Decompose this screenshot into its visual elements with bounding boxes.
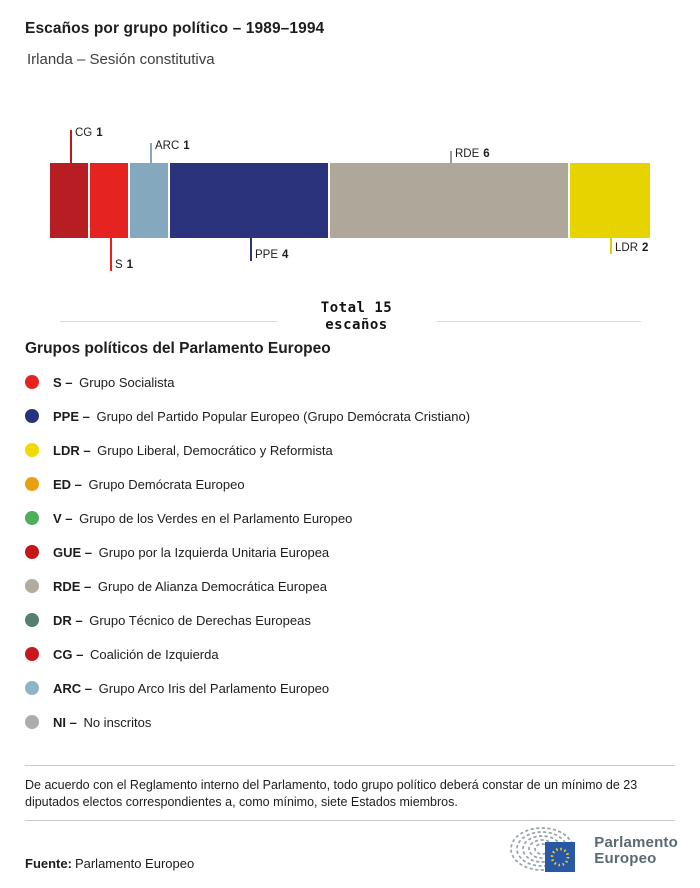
legend-label-dr: DR – Grupo Técnico de Derechas Europeas: [53, 612, 311, 628]
logo-line2: Europeo: [594, 850, 657, 867]
total-rule-left: [60, 321, 277, 322]
legend-label-ni: NI – No inscritos: [53, 714, 152, 730]
callout-tick-cg: [70, 130, 72, 163]
page-subtitle: Irlanda – Sesión constitutiva: [27, 51, 215, 68]
chart-area: [50, 128, 650, 280]
bar-segment-arc: [130, 163, 170, 238]
footnote: De acuerdo con el Reglamento interno del Parlamento, todo grupo político deberá constar de un mínimo de 23 diputados electos correspondientes a, como mínimo, siete Estados miembros.: [25, 778, 638, 809]
callout-label-ldr: LDR 2: [615, 242, 649, 254]
legend-label-gue: GUE – Grupo por la Izquierda Unitaria Europea: [53, 544, 330, 560]
legend-item-rde: [25, 569, 685, 603]
legend-label-ppe: PPE – Grupo del Partido Popular Europeo (Grupo Demócrata Cristiano): [53, 408, 471, 424]
legend-dot-rde-icon: [25, 579, 39, 593]
bar-segment-ldr: [570, 163, 650, 238]
callout-label-arc: ARC 1: [155, 140, 190, 152]
legend-label-arc: ARC – Grupo Arco Iris del Parlamento Europeo: [53, 680, 330, 696]
total-seats-label: [277, 300, 437, 334]
callout-tick-ppe: [250, 238, 252, 261]
legend-item-dr: [25, 603, 685, 637]
legend-dot-ed-icon: [25, 477, 39, 491]
seat-bar: [50, 163, 650, 238]
european-parliament-logo: [509, 826, 678, 876]
total-row: [0, 300, 700, 334]
callout-tick-arc: [150, 143, 152, 163]
legend-label-v: V – Grupo de los Verdes en el Parlamento Europeo: [53, 510, 353, 526]
legend-item-s: [25, 365, 685, 399]
legend-list: [25, 365, 685, 739]
page-title: Escaños por grupo político – 1989–1994: [25, 20, 325, 37]
bar-segment-s: [90, 163, 130, 238]
legend-label-ldr: LDR – Grupo Liberal, Democrático y Reformista: [53, 442, 333, 458]
logo-wordmark: [594, 835, 678, 868]
total-rule-right: [437, 321, 641, 322]
legend-label-rde: RDE – Grupo de Alianza Democrática Europea: [53, 578, 327, 594]
legend-item-gue: [25, 535, 685, 569]
callout-tick-rde: [450, 151, 452, 163]
bar-segment-rde: [330, 163, 570, 238]
divider-bottom: [25, 820, 675, 821]
callout-label-cg: CG 1: [75, 127, 103, 139]
legend-dot-ppe-icon: [25, 409, 39, 423]
source-label: Fuente:: [25, 856, 72, 871]
callout-label-s: S 1: [115, 259, 134, 271]
callout-label-rde: RDE 6: [455, 148, 490, 160]
legend-dot-s-icon: [25, 375, 39, 389]
legend-dot-v-icon: [25, 511, 39, 525]
legend-dot-dr-icon: [25, 613, 39, 627]
callout-tick-s: [110, 238, 112, 271]
bar-segment-ppe: [170, 163, 330, 238]
source-value: Parlamento Europeo: [74, 856, 195, 871]
legend-dot-cg-icon: [25, 647, 39, 661]
legend-dot-gue-icon: [25, 545, 39, 559]
legend-label-cg: CG – Coalición de Izquierda: [53, 646, 219, 662]
legend-item-ed: [25, 467, 685, 501]
legend-label-s: S – Grupo Socialista: [53, 374, 175, 390]
logo-line1: Parlamento: [594, 833, 678, 851]
total-line1: Total 15: [320, 300, 393, 316]
legend-dot-ni-icon: [25, 715, 39, 729]
divider-top: [25, 765, 675, 766]
legend-item-ldr: [25, 433, 685, 467]
legend-item-ni: [25, 705, 685, 739]
legend-item-cg: [25, 637, 685, 671]
legend-dot-ldr-icon: [25, 443, 39, 457]
source-line: [25, 856, 194, 871]
legend-item-ppe: [25, 399, 685, 433]
legend-item-arc: [25, 671, 685, 705]
legend-label-ed: ED – Grupo Demócrata Europeo: [53, 476, 245, 492]
hemicycle-eu-flag-icon: [509, 826, 585, 876]
legend-item-v: [25, 501, 685, 535]
callout-label-ppe: PPE 4: [255, 249, 289, 261]
total-line2: escaños: [325, 317, 388, 333]
bar-segment-cg: [50, 163, 90, 238]
callout-tick-ldr: [610, 238, 612, 254]
legend-dot-arc-icon: [25, 681, 39, 695]
legend-heading: Grupos políticos del Parlamento Europeo: [25, 340, 331, 357]
